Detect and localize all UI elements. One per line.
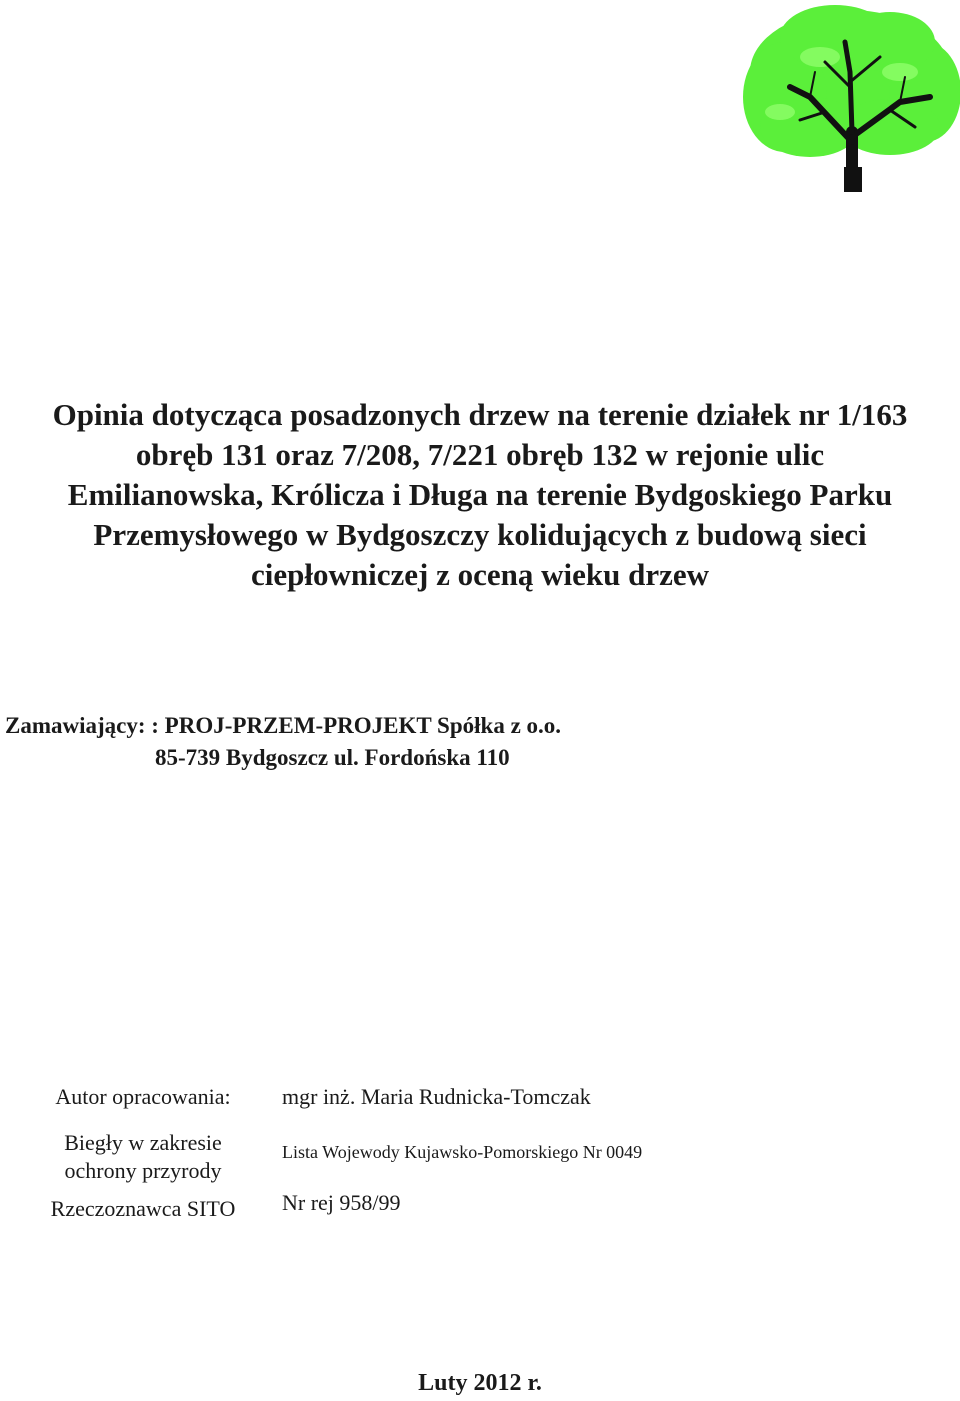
expert-label: [0, 1129, 286, 1185]
document-title: [0, 395, 960, 595]
client-address: 85-739 Bydgoszcz ul. Fordońska 110: [155, 745, 510, 770]
tree-icon: [740, 2, 960, 192]
author-label: Autor opracowania:: [55, 1084, 231, 1109]
sito-label: Rzeczoznawca SITO: [50, 1196, 236, 1221]
expert-label-line-2: ochrony przyrody: [64, 1158, 222, 1183]
sito-register: Nr rej 958/99: [282, 1190, 401, 1215]
title-line-3: Emilianowska, Królicza i Długa na terenie Bydgoskiego Parku: [67, 477, 893, 512]
expert-label-line-1: Biegły w zakresie: [64, 1130, 222, 1155]
title-line-4: Przemysłowego w Bydgoszczy kolidujących z budową sieci: [93, 517, 867, 552]
title-line-2: obręb 131 oraz 7/208, 7/221 obręb 132 w rejonie ulic: [135, 437, 825, 472]
title-line-1: Opinia dotycząca posadzonych drzew na terenie działek nr 1/163: [52, 397, 908, 432]
document-date: Luty 2012 r.: [418, 1370, 542, 1396]
expert-register: Lista Wojewody Kujawsko-Pomorskiego Nr 0049: [282, 1142, 643, 1162]
title-line-5: ciepłowniczej z oceną wieku drzew: [251, 557, 709, 592]
tree-logo: [740, 2, 960, 192]
client-block: [5, 710, 561, 774]
client-name: Zamawiający: : PROJ-PRZEM-PROJEKT Spółka z o.o.: [5, 713, 562, 738]
author-name: mgr inż. Maria Rudnicka-Tomczak: [282, 1084, 591, 1109]
